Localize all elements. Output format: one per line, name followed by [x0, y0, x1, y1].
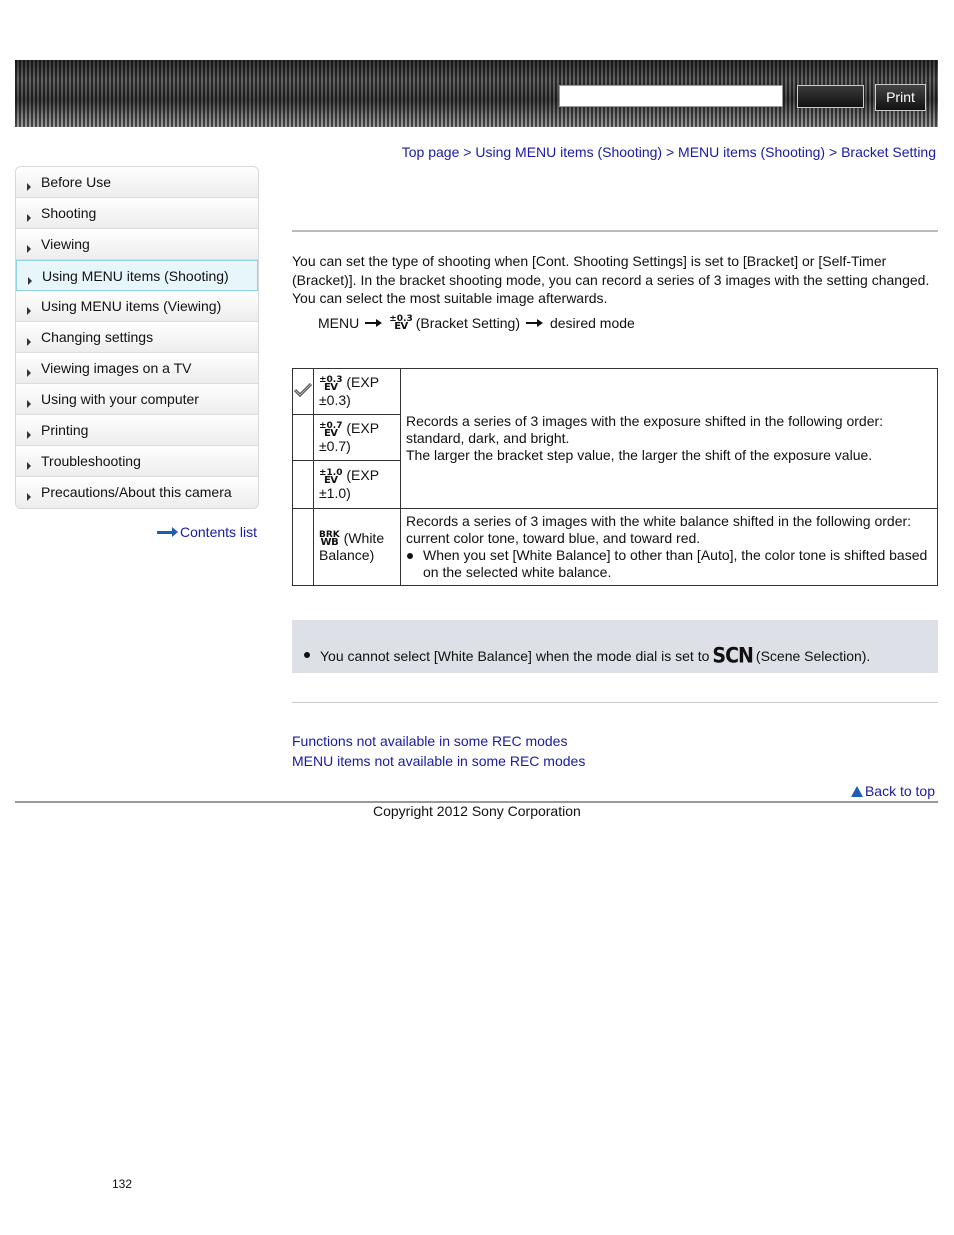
- intro-text: You can set the type of shooting when [Cont. Shooting Settings] is set to [Bracket] or [Self-Timer (Bracket)]. In the bracket shooting mode, you can record a series of 3 images with the setting changed. You can select the most suitable image afterwards.: [292, 253, 930, 306]
- search-button[interactable]: [797, 85, 864, 108]
- triangle-right-icon: [27, 338, 31, 346]
- sidebar-item-label: Printing: [41, 422, 89, 438]
- back-to-top-link[interactable]: [851, 783, 935, 799]
- wb-description: Records a series of 3 images with the white balance shifted in the following order: current color tone, toward blue, and toward red.: [406, 513, 912, 546]
- page-number: 132: [112, 1177, 133, 1191]
- related-link-menu-items-not-available[interactable]: MENU items not available in some REC modes: [292, 753, 586, 769]
- breadcrumb-separator: >: [665, 144, 675, 160]
- mode-cell: [314, 369, 401, 415]
- sidebar-item-label: Troubleshooting: [41, 453, 141, 469]
- ev-0-7-icon: [319, 422, 342, 438]
- sidebar-item-label: Using with your computer: [41, 391, 199, 407]
- brk-wb-icon: [319, 531, 340, 547]
- triangle-right-icon: [28, 277, 32, 285]
- wb-bullet-list: [406, 547, 932, 581]
- icon-bottom-text: EV: [323, 474, 338, 486]
- sidebar-item-label: Using MENU items (Shooting): [42, 268, 229, 284]
- check-cell: [293, 415, 314, 461]
- triangle-right-icon: [27, 493, 31, 501]
- contents-list-link[interactable]: [157, 524, 257, 540]
- contents-list-label: Contents list: [180, 524, 258, 540]
- check-cell: [293, 509, 314, 586]
- related-link-functions-not-available[interactable]: Functions not available in some REC modes: [292, 733, 568, 749]
- icon-top-text: ±0.3: [389, 314, 413, 324]
- arrow-right-icon: [526, 318, 544, 328]
- sidebar-item-label: Before Use: [41, 174, 112, 190]
- triangle-right-icon: [27, 462, 31, 470]
- icon-top-text: ±0.3: [319, 374, 343, 385]
- breadcrumb-separator: >: [463, 144, 472, 160]
- icon-bottom-text: WB: [320, 537, 339, 549]
- breadcrumb: [402, 144, 936, 160]
- ev-1-0-icon: [319, 469, 342, 485]
- header-bar: [15, 60, 938, 127]
- exp-description-note: The larger the bracket step value, the larger the shift of the exposure value.: [406, 447, 873, 463]
- mode-cell: [314, 461, 401, 509]
- sidebar-item-label: Precautions/About this camera: [41, 484, 232, 500]
- check-cell: [293, 461, 314, 509]
- bracket-mode-table: [292, 368, 938, 586]
- arrow-right-icon: [157, 527, 179, 537]
- sidebar-item-viewing[interactable]: [16, 229, 258, 260]
- sidebar-item-label: Shooting: [41, 205, 97, 221]
- sidebar-nav: [15, 166, 259, 509]
- wb-bullet-item: When you set [White Balance] to other than [Auto], the color tone is shifted based on the selected white balance.: [423, 547, 932, 581]
- exp-description: Records a series of 3 images with the exposure shifted in the following order: standard, dark, and bright.: [406, 413, 884, 446]
- mode-label: (EXP ±0.3): [319, 374, 379, 408]
- triangle-right-icon: [27, 369, 31, 377]
- note-text-before: You cannot select [White Balance] when the mode dial is set to: [320, 648, 710, 664]
- title-divider: [292, 230, 938, 232]
- sidebar-item-label: Viewing images on a TV: [41, 360, 192, 376]
- desired-mode-label: desired mode: [549, 315, 635, 331]
- triangle-right-icon: [27, 400, 31, 408]
- breadcrumb-top-page[interactable]: Top page: [401, 144, 460, 160]
- note-box: [292, 620, 938, 673]
- breadcrumb-using-menu-shooting[interactable]: Using MENU items (Shooting): [475, 144, 663, 160]
- breadcrumb-menu-items-shooting[interactable]: MENU items (Shooting): [678, 144, 826, 160]
- copyright-text: Copyright 2012 Sony Corporation: [373, 803, 581, 819]
- check-cell: [293, 369, 314, 415]
- print-button[interactable]: Print: [875, 84, 926, 111]
- sidebar-item-label: Changing settings: [41, 329, 154, 345]
- bracket-ev-icon: [389, 315, 412, 331]
- icon-top-text: ±0.7: [319, 420, 343, 431]
- table-row: [293, 369, 938, 415]
- icon-bottom-text: EV: [394, 321, 408, 332]
- mode-cell: [314, 509, 401, 586]
- exp-description-cell: [401, 369, 938, 509]
- checkmark-icon: [293, 382, 313, 398]
- menu-label: MENU: [318, 315, 360, 331]
- mode-label: (EXP ±1.0): [319, 467, 379, 501]
- sidebar-item-label: Using MENU items (Viewing): [41, 298, 222, 314]
- scn-icon: SCN: [712, 643, 753, 669]
- arrow-up-icon: [851, 786, 863, 797]
- icon-top-text: ±1.0: [319, 467, 343, 478]
- breadcrumb-separator: >: [828, 144, 838, 160]
- icon-bottom-text: EV: [323, 381, 338, 393]
- icon-top-text: BRK: [319, 530, 340, 541]
- mode-label: (White Balance): [319, 529, 385, 564]
- back-to-top-label: Back to top: [864, 783, 935, 799]
- note-text-after: (Scene Selection).: [755, 648, 871, 664]
- divider: [292, 702, 938, 703]
- mode-label: (EXP ±0.7): [319, 420, 379, 454]
- triangle-right-icon: [27, 245, 31, 253]
- mode-cell: [314, 415, 401, 461]
- wb-description-cell: [401, 509, 938, 586]
- triangle-right-icon: [27, 214, 31, 222]
- menu-path: [318, 315, 635, 331]
- triangle-right-icon: [27, 183, 31, 191]
- bullet-icon: [304, 652, 310, 658]
- note-text: [320, 645, 870, 667]
- sidebar-item-precautions[interactable]: [16, 477, 258, 508]
- table-row: [293, 509, 938, 586]
- bracket-setting-label: (Bracket Setting): [415, 315, 520, 331]
- sidebar-item-label: Viewing: [41, 236, 90, 252]
- triangle-right-icon: [27, 431, 31, 439]
- search-input[interactable]: [559, 85, 783, 107]
- triangle-right-icon: [27, 307, 31, 315]
- arrow-right-icon: [365, 318, 383, 328]
- breadcrumb-bracket-setting[interactable]: Bracket Setting: [841, 144, 936, 160]
- icon-bottom-text: EV: [323, 427, 338, 439]
- ev-0-3-icon: [319, 376, 342, 392]
